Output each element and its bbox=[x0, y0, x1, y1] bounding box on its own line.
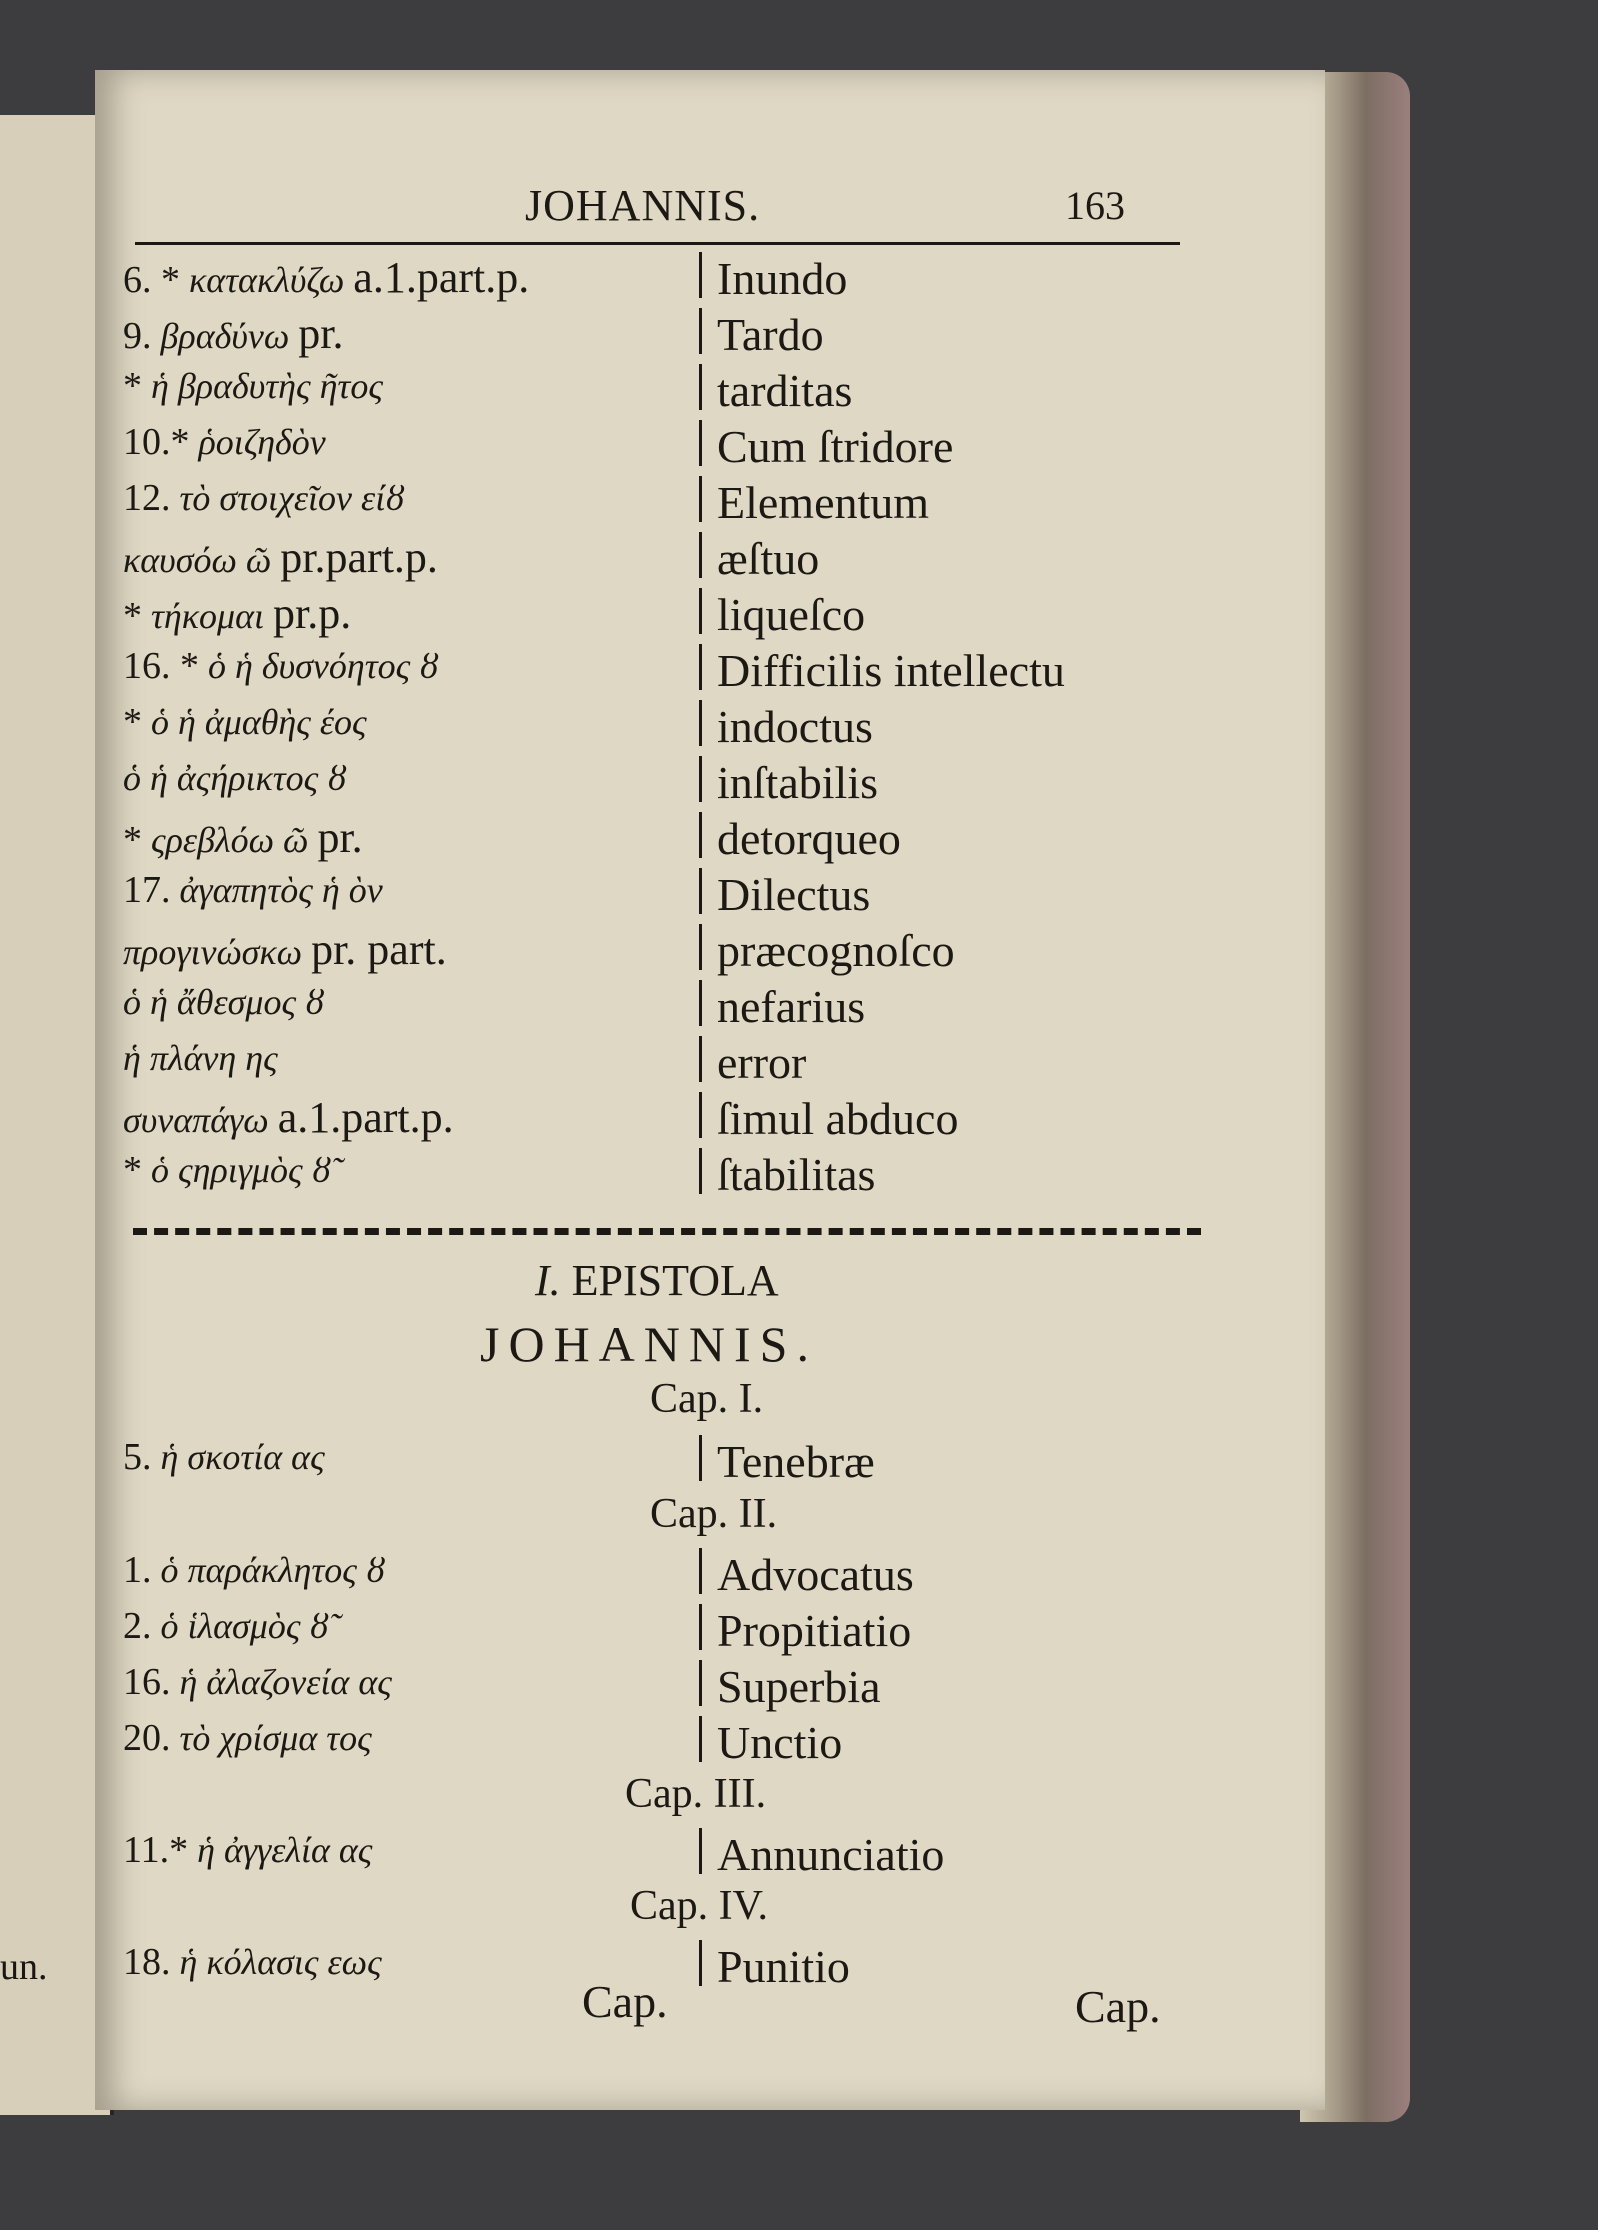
vocab-row bbox=[95, 980, 1325, 1036]
column-bar bbox=[699, 924, 702, 970]
column-bar bbox=[699, 1548, 702, 1594]
vocab-row bbox=[95, 924, 1325, 980]
greek-term: * ἡ βραδυτὴς ῆτος bbox=[123, 365, 383, 407]
vocab-row bbox=[95, 1435, 1325, 1491]
latin-gloss: Advocatus bbox=[717, 1549, 914, 1600]
latin-gloss: inſtabilis bbox=[717, 757, 878, 808]
latin-gloss: Unctio bbox=[717, 1717, 843, 1768]
running-head: JOHANNIS. bbox=[525, 181, 761, 230]
vocab-row bbox=[95, 756, 1325, 812]
vocab-row bbox=[95, 588, 1325, 644]
column-bar bbox=[699, 1828, 702, 1874]
vocab-row bbox=[95, 1092, 1325, 1148]
vocab-row bbox=[95, 476, 1325, 532]
latin-gloss: Tardo bbox=[717, 309, 824, 360]
latin-gloss: Punitio bbox=[717, 1941, 850, 1992]
vocab-row bbox=[95, 252, 1325, 308]
latin-gloss: tarditas bbox=[717, 365, 853, 416]
vocab-row bbox=[95, 308, 1325, 364]
latin-gloss: ſtabilitas bbox=[717, 1149, 876, 1200]
vocab-row bbox=[95, 1604, 1325, 1660]
vocab-row bbox=[95, 364, 1325, 420]
left-page-fragment: un. bbox=[0, 1946, 48, 1988]
catchword-left: Cap. bbox=[582, 1976, 668, 2027]
column-bar bbox=[699, 1036, 702, 1082]
vocab-row bbox=[95, 1548, 1325, 1604]
greek-term: 5. ἡ σκοτία ας bbox=[123, 1436, 325, 1478]
latin-gloss: Annunciatio bbox=[717, 1829, 945, 1880]
latin-gloss: ſimul abduco bbox=[717, 1093, 959, 1144]
vocab-row bbox=[95, 1148, 1325, 1204]
greek-term: 6. * κατακλύζω a.1.part.p. bbox=[123, 253, 530, 302]
latin-gloss: Inundo bbox=[717, 253, 848, 304]
column-bar bbox=[699, 980, 702, 1026]
column-bar bbox=[699, 252, 702, 298]
latin-gloss: Difficilis intellectu bbox=[717, 645, 1065, 696]
column-bar bbox=[699, 812, 702, 858]
latin-gloss: indoctus bbox=[717, 701, 873, 752]
latin-gloss: præcognoſco bbox=[717, 925, 955, 976]
column-bar bbox=[699, 476, 702, 522]
column-bar bbox=[699, 532, 702, 578]
greek-term: * ςρεβλόω ῶ pr. bbox=[123, 813, 363, 862]
latin-gloss: liqueſco bbox=[717, 589, 866, 640]
greek-term: 16. ἡ ἀλαζονεία ας bbox=[123, 1661, 392, 1703]
greek-term: 20. τὸ χρίσμα τος bbox=[123, 1717, 372, 1759]
greek-term: ὁ ἡ ἄθεσμος ȣ bbox=[123, 982, 325, 1022]
greek-term: 10.* ῥοιζηδὸν bbox=[123, 421, 326, 463]
greek-term: 17. ἀγαπητὸς ἡ ὸν bbox=[123, 869, 383, 911]
greek-term: 16. * ὁ ἡ δυσνόητος ȣ bbox=[123, 645, 439, 687]
latin-gloss: nefarius bbox=[717, 981, 866, 1032]
vocab-row bbox=[95, 532, 1325, 588]
column-bar bbox=[699, 756, 702, 802]
greek-term: 11.* ἡ ἀγγελία ας bbox=[123, 1829, 373, 1871]
greek-term: 1. ὁ παράκλητος ȣ bbox=[123, 1549, 386, 1591]
column-bar bbox=[699, 1660, 702, 1706]
greek-term: ὁ ἡ ἀςήρικτος ȣ bbox=[123, 758, 347, 798]
column-bar bbox=[699, 588, 702, 634]
column-bar bbox=[699, 1435, 702, 1481]
greek-term: συναπάγω a.1.part.p. bbox=[123, 1093, 454, 1142]
section-title: I. EPISTOLA bbox=[535, 1256, 779, 1305]
vocab-row bbox=[95, 644, 1325, 700]
column-bar bbox=[699, 1092, 702, 1138]
latin-gloss: Cum ſtridore bbox=[717, 421, 954, 472]
latin-gloss: Dilectus bbox=[717, 869, 871, 920]
vocab-row bbox=[95, 812, 1325, 868]
vocab-row bbox=[95, 1036, 1325, 1092]
chapter-heading: Cap. IV. bbox=[630, 1883, 769, 1929]
column-bar bbox=[699, 364, 702, 410]
chapter-heading: Cap. I. bbox=[650, 1376, 764, 1422]
greek-term: καυσόω ῶ pr.part.p. bbox=[123, 533, 438, 582]
greek-term: * ὁ ἡ ἀμαθὴς έος bbox=[123, 701, 367, 743]
vocab-row bbox=[95, 1716, 1325, 1772]
greek-term: * ὁ ςηριγμὸς ȣ̃ bbox=[123, 1149, 332, 1191]
vocab-row bbox=[95, 868, 1325, 924]
latin-gloss: detorqueo bbox=[717, 813, 901, 864]
greek-term: ἡ πλάνη ης bbox=[123, 1038, 278, 1078]
latin-gloss: Tenebræ bbox=[717, 1436, 875, 1487]
section-subtitle: JOHANNIS. bbox=[480, 1316, 818, 1372]
column-bar bbox=[699, 868, 702, 914]
column-bar bbox=[699, 1148, 702, 1194]
vocab-row bbox=[95, 420, 1325, 476]
greek-term: * τήκομαι pr.p. bbox=[123, 589, 352, 638]
column-bar bbox=[699, 1604, 702, 1650]
chapter-heading: Cap. II. bbox=[650, 1491, 778, 1537]
vocab-row bbox=[95, 1828, 1325, 1884]
latin-gloss: æſtuo bbox=[717, 533, 820, 584]
header-rule bbox=[135, 242, 1180, 245]
column-bar bbox=[699, 644, 702, 690]
greek-term: 12. τὸ στοιχεῖον είȣ bbox=[123, 477, 405, 519]
greek-term: προγινώσκω pr. part. bbox=[123, 925, 447, 974]
chapter-heading: Cap. III. bbox=[625, 1771, 767, 1817]
column-bar bbox=[699, 700, 702, 746]
vocab-row bbox=[95, 700, 1325, 756]
ornamental-rule bbox=[133, 1228, 1201, 1235]
latin-gloss: Elementum bbox=[717, 477, 930, 528]
greek-term: 2. ὁ ἱλασμὸς ȣ̃ bbox=[123, 1605, 329, 1647]
column-bar bbox=[699, 308, 702, 354]
latin-gloss: Propitiatio bbox=[717, 1605, 912, 1656]
latin-gloss: error bbox=[717, 1037, 807, 1088]
column-bar bbox=[699, 1716, 702, 1762]
page-number: 163 bbox=[1065, 183, 1125, 228]
vocab-row bbox=[95, 1660, 1325, 1716]
catchword: Cap. bbox=[1075, 1981, 1161, 2032]
greek-term: 9. βραδύνω pr. bbox=[123, 309, 344, 358]
book-page bbox=[95, 70, 1325, 2110]
column-bar bbox=[699, 420, 702, 466]
column-bar bbox=[699, 1940, 702, 1986]
latin-gloss: Superbia bbox=[717, 1661, 881, 1712]
greek-term: 18. ἡ κόλασις εως bbox=[123, 1941, 382, 1983]
